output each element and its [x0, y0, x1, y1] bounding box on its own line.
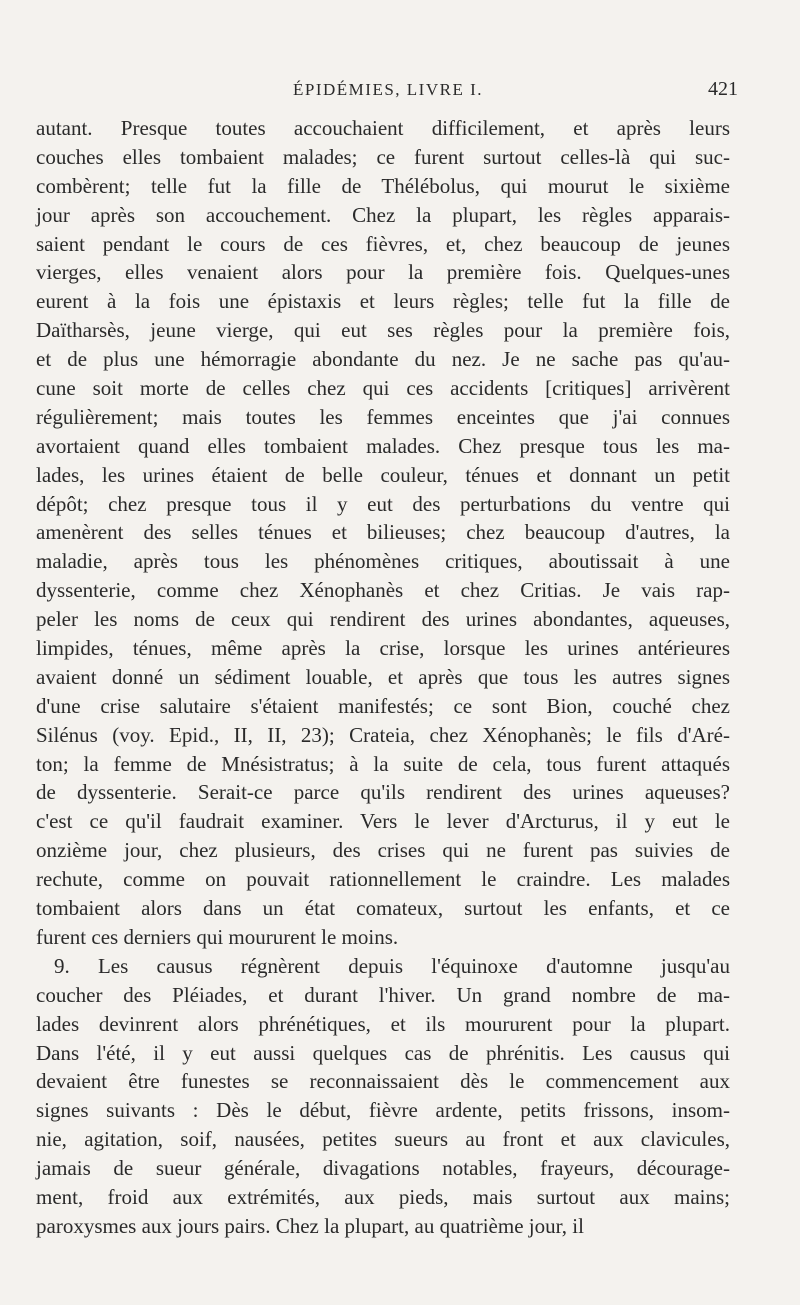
text-line: 9. Les causus régnèrent depuis l'équinoxe d'automne jusqu'au: [54, 953, 730, 978]
text-line: Daïtharsès, jeune vierge, qui eut ses règles pour la première fois,: [36, 318, 730, 343]
text-line: autant. Presque toutes accouchaient difficilement, et après leurs: [36, 116, 730, 140]
text-line: cune soit morte de celles chez qui ces accidents [critiques] arrivèrent: [36, 376, 730, 401]
text-line: combèrent; telle fut la fille de Thélébolus, qui mourut le sixième: [36, 173, 730, 198]
text-line: Silénus (voy. Epid., II, II, 23); Crateia, chez Xénophanès; le fils d'Aré-: [36, 722, 730, 747]
text-line: signes suivants : Dès le début, fièvre ardente, petits frissons, insom-: [36, 1098, 730, 1123]
text-line: saient pendant le cours de ces fièvres, et, chez beaucoup de jeunes: [36, 231, 730, 256]
text-line: avaient donné un sédiment louable, et après que tous les autres signes: [36, 664, 730, 689]
text-line: lades devinrent alors phrénétiques, et ils moururent pour la plupart.: [36, 1011, 730, 1036]
text-line: peler les noms de ceux qui rendirent des urines abondantes, aqueuses,: [36, 607, 730, 632]
body-text: [36, 114, 730, 1241]
text-line: limpides, ténues, même après la crise, lorsque les urines antérieures: [36, 636, 730, 661]
text-line: d'une crise salutaire s'étaient manifestés; ce sont Bion, couché chez: [36, 693, 730, 718]
text-line: coucher des Pléiades, et durant l'hiver. Un grand nombre de ma-: [36, 982, 730, 1007]
text-line: maladie, après tous les phénomènes critiques, aboutissait à une: [36, 549, 730, 574]
text-line: Dans l'été, il y eut aussi quelques cas de phrénitis. Les causus qui: [36, 1040, 730, 1065]
text-line: couches elles tombaient malades; ce furent surtout celles-là qui suc-: [36, 144, 730, 169]
text-line: jour après son accouchement. Chez la plupart, les règles apparais-: [36, 202, 730, 227]
text-line: tombaient alors dans un état comateux, surtout les enfants, et ce: [36, 896, 730, 921]
text-line: lades, les urines étaient de belle couleur, ténues et donnant un petit: [36, 462, 730, 487]
text-line: eurent à la fois une épistaxis et leurs règles; telle fut la fille de: [36, 289, 730, 314]
text-line: furent ces derniers qui moururent le moins.: [36, 924, 399, 949]
running-title: ÉPIDÉMIES, LIVRE I.: [293, 80, 483, 99]
page-number: 421: [708, 78, 738, 100]
text-line: avortaient quand elles tombaient malades. Chez presque tous les ma-: [36, 433, 730, 458]
text-line: ton; la femme de Mnésistratus; à la suite de cela, tous furent attaqués: [36, 751, 730, 776]
text-line: et de plus une hémorragie abondante du nez. Je ne sache pas qu'au-: [36, 347, 730, 372]
text-line: ment, froid aux extrémités, aux pieds, mais surtout aux mains;: [36, 1184, 730, 1209]
text-line: onzième jour, chez plusieurs, des crises qui ne furent pas suivies de: [36, 838, 730, 863]
text-line: devaient être funestes se reconnaissaient dès le commencement aux: [36, 1069, 730, 1094]
text-line: dyssenterie, comme chez Xénophanès et chez Critias. Je vais rap-: [36, 578, 730, 603]
text-line: vierges, elles venaient alors pour la première fois. Quelques-unes: [36, 260, 730, 285]
text-line: c'est ce qu'il faudrait examiner. Vers le lever d'Arcturus, il y eut le: [36, 809, 730, 834]
text-line: rechute, comme on pouvait rationnellement le craindre. Les malades: [36, 867, 730, 892]
text-line: nie, agitation, soif, nausées, petites sueurs au front et aux clavicules,: [36, 1127, 730, 1152]
text-line: régulièrement; mais toutes les femmes enceintes que j'ai connues: [36, 404, 730, 429]
text-line: dépôt; chez presque tous il y eut des perturbations du ventre qui: [36, 491, 730, 516]
text-line: amenèrent des selles ténues et bilieuses; chez beaucoup d'autres, la: [36, 520, 730, 545]
text-line: de dyssenterie. Serait-ce parce qu'ils rendirent des urines aqueuses?: [36, 780, 730, 805]
running-head: [38, 78, 738, 108]
text-line: jamais de sueur générale, divagations notables, frayeurs, découragе-: [36, 1156, 730, 1181]
text-line: paroxysmes aux jours pairs. Chez la plupart, au quatrième jour, il: [36, 1213, 584, 1238]
